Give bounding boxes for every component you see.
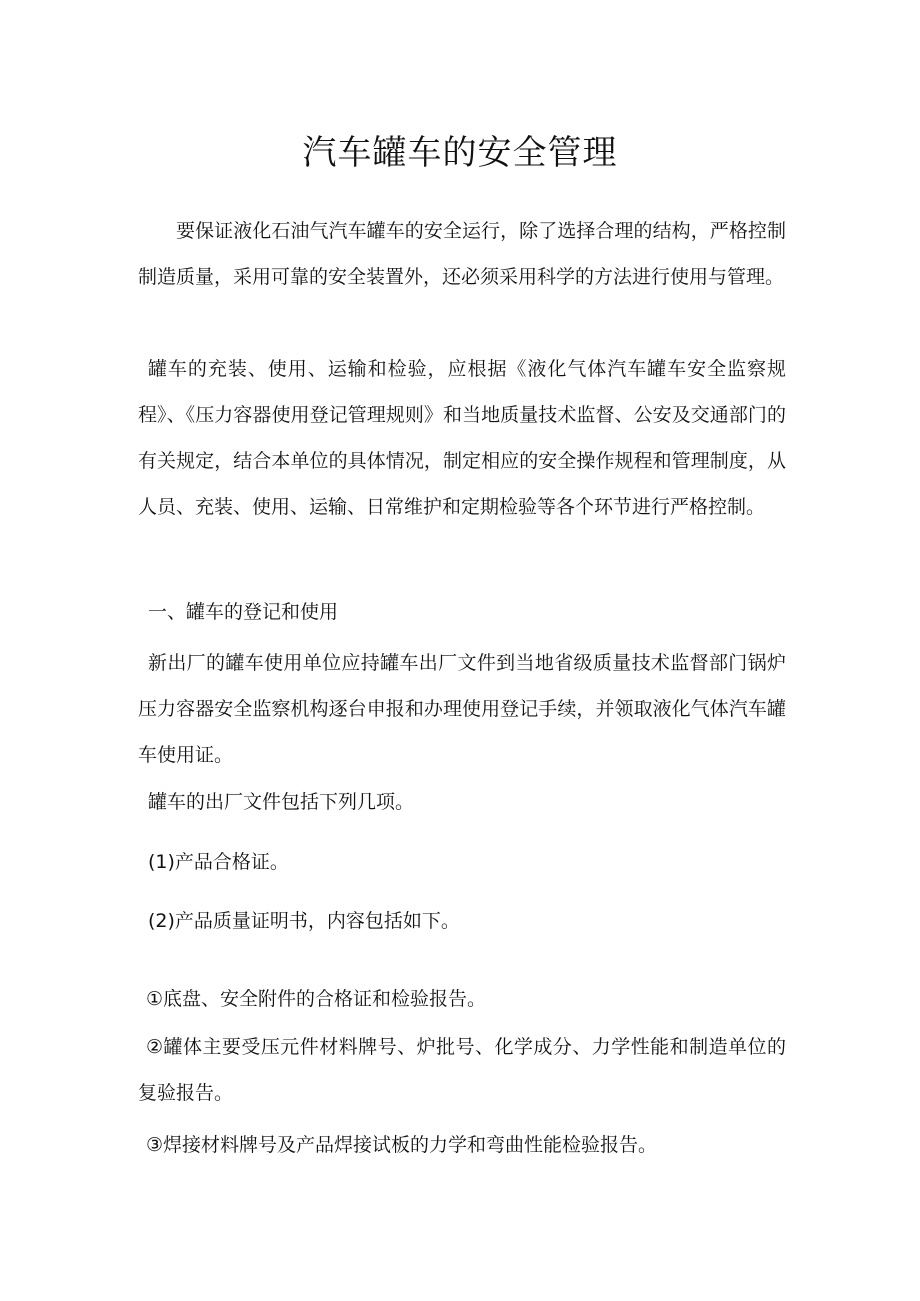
list-item-2: (2)产品质量证明书，内容包括如下。 (148, 910, 460, 932)
sub-item-2: ②罐体主要受压元件材料牌号、炉批号、化学成分、力学性能和制造单位的复验报告。 (138, 1036, 786, 1104)
document-title: 汽车罐车的安全管理 (302, 133, 618, 173)
sub-item-1: ①底盘、安全附件的合格证和检验报告。 (146, 988, 487, 1010)
sub-item-3: ③焊接材料牌号及产品焊接试板的力学和弯曲性能检验报告。 (146, 1134, 658, 1156)
list-item-1: (1)产品合格证。 (148, 851, 289, 873)
paragraph-factory-documents: 罐车的出厂文件包括下列几项。 (148, 791, 415, 813)
paragraph-registration: 新出厂的罐车使用单位应持罐车出厂文件到当地省级质量技术监督部门锅炉压力容器安全监察机构逐台申报和办理使用登记手续，并领取液化气体汽车罐车使用证。 (138, 652, 786, 766)
paragraph-intro: 要保证液化石油气汽车罐车的安全运行，除了选择合理的结构，严格控制制造质量，采用可靠的安全装置外，还必须采用科学的方法进行使用与管理。 (138, 220, 786, 288)
section-heading-registration: 一、罐车的登记和使用 (148, 601, 339, 623)
paragraph-regulations: 罐车的充装、使用、运输和检验，应根据《液化气体汽车罐车安全监察规程》、《压力容器使用登记管理规则》和当地质量技术监督、公安及交通部门的有关规定，结合本单位的具体情况，制定相应的安全操作规程和管理制度，从人员、充装、使用、运输、日常维护和定期检验等各个环节进行严格控制。 (138, 358, 786, 518)
